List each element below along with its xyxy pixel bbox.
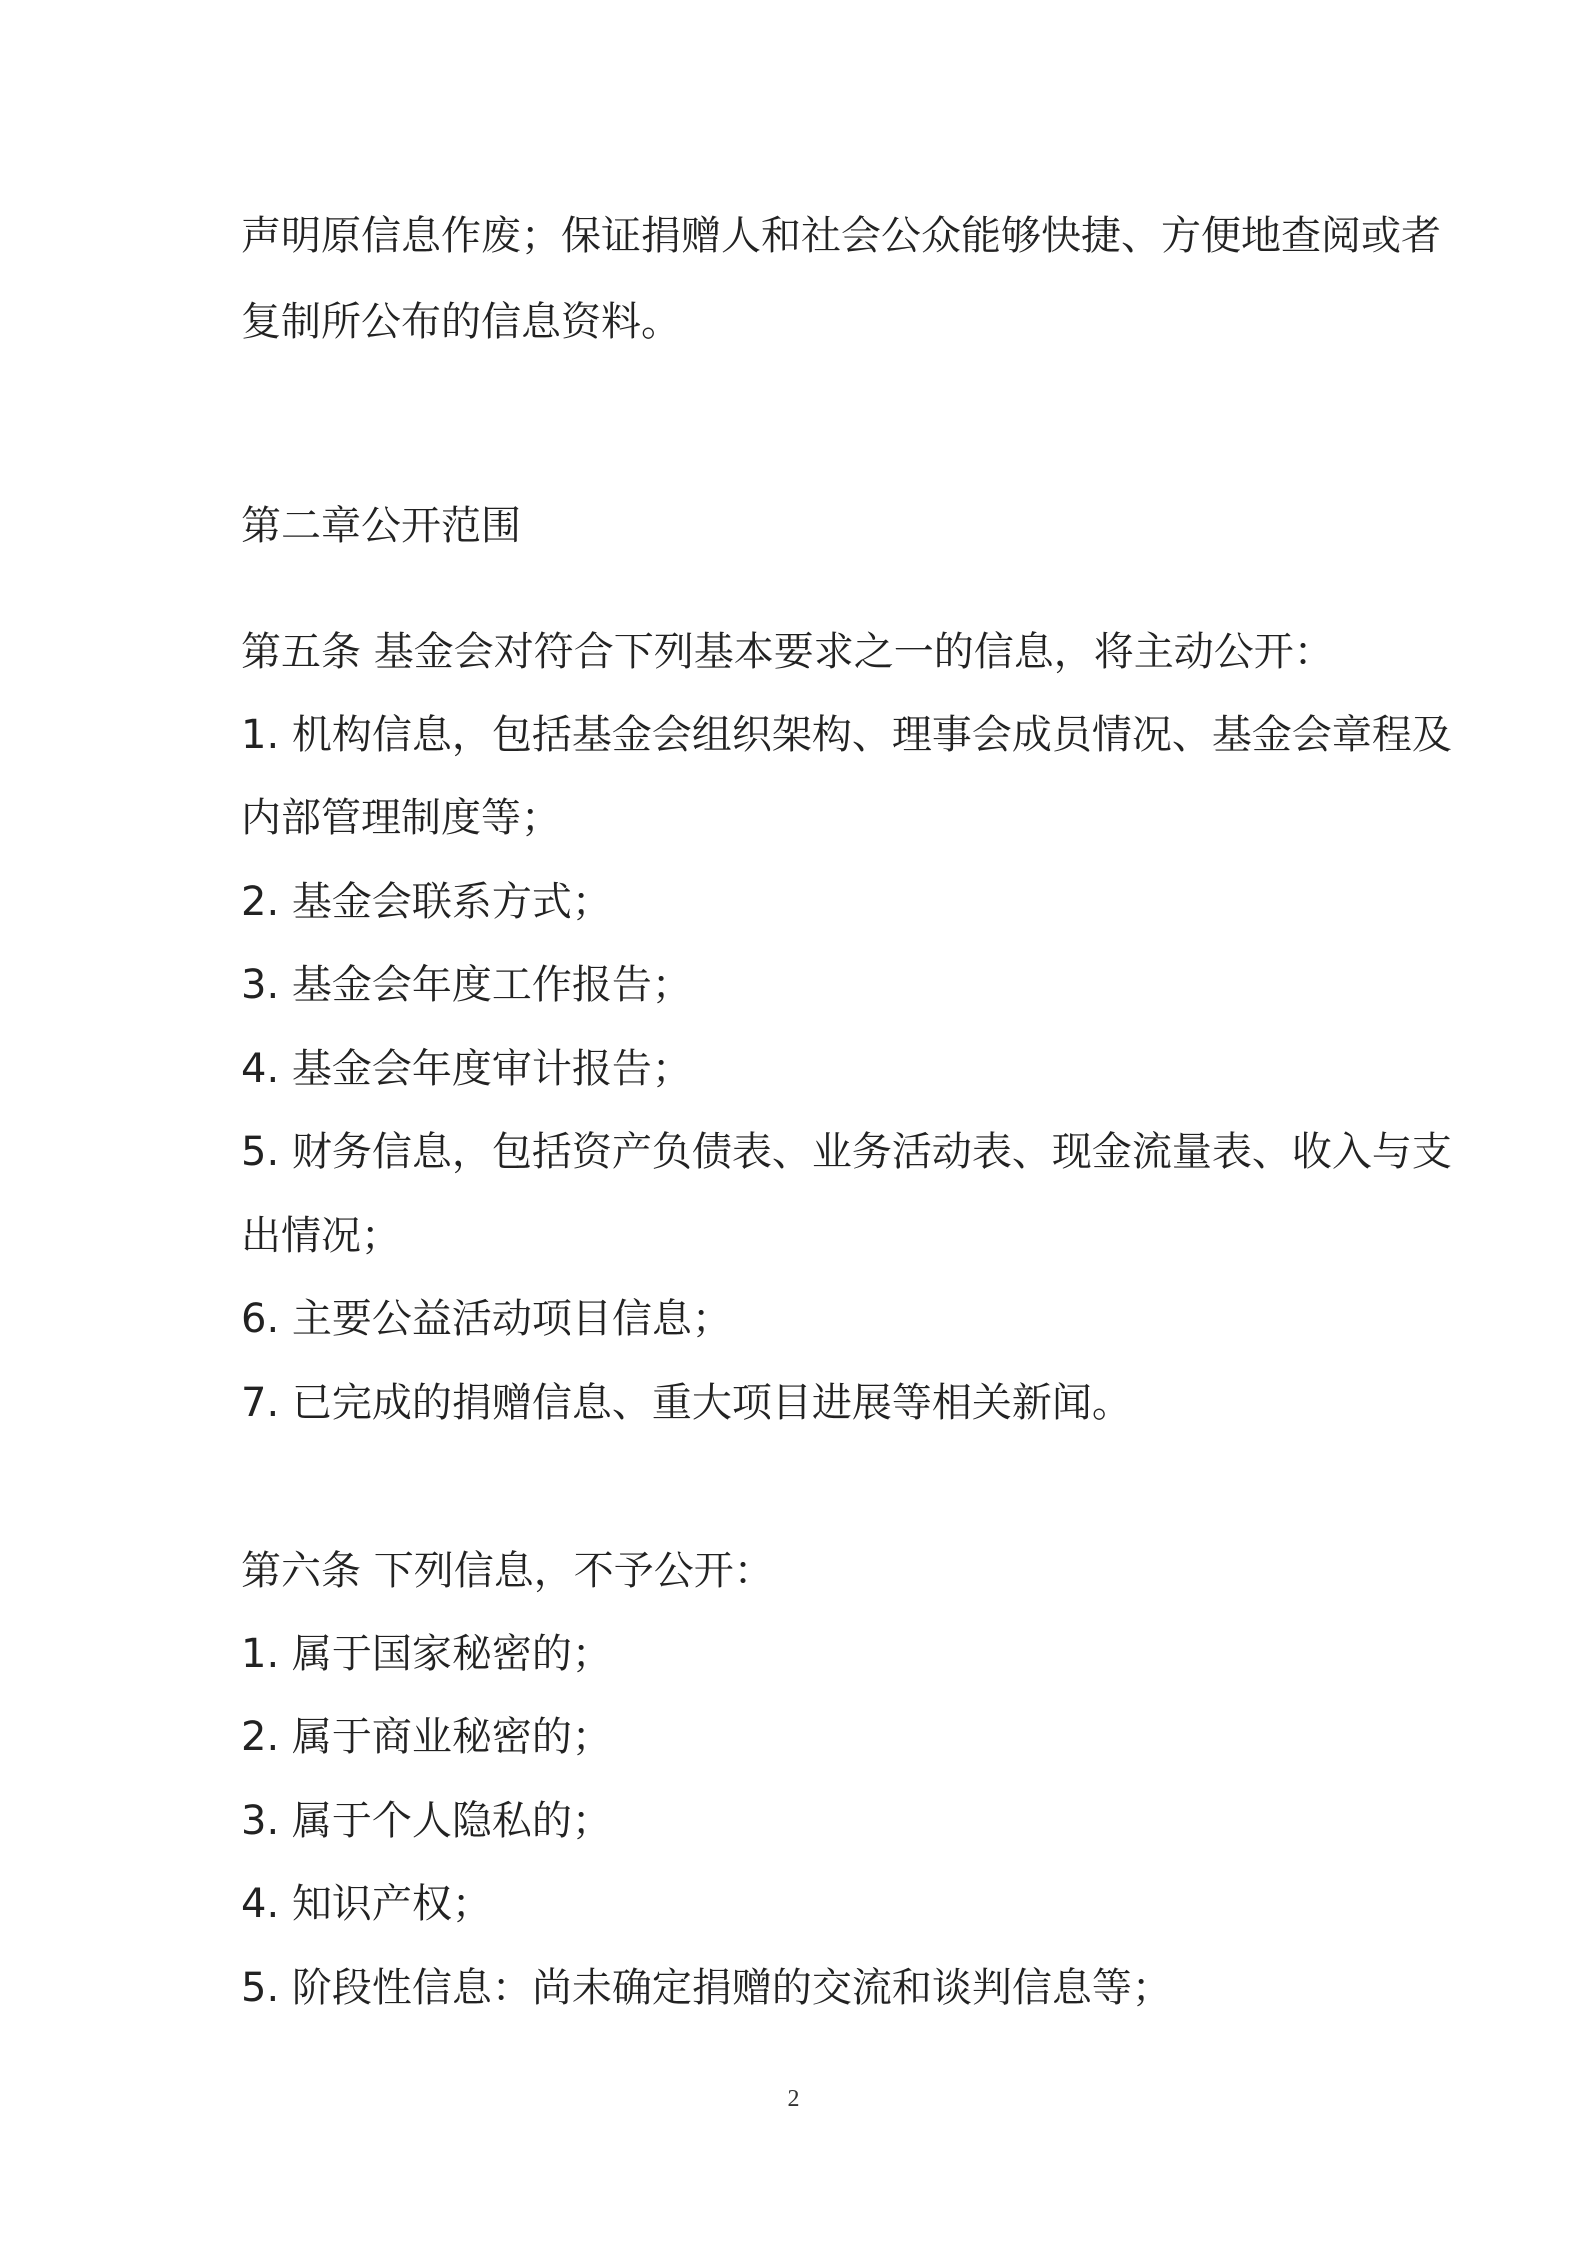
list-item: 内部管理制度等； <box>241 795 561 841</box>
list-item: 2. 属于商业秘密的； <box>241 1714 612 1760</box>
list-item: 4. 基金会年度审计报告； <box>241 1046 692 1092</box>
list-item: 3. 属于个人隐私的； <box>241 1798 612 1844</box>
chapter-heading: 第二章公开范围 <box>241 503 521 549</box>
list-item: 1. 属于国家秘密的； <box>241 1631 612 1677</box>
list-item: 5. 阶段性信息：尚未确定捐赠的交流和谈判信息等； <box>241 1965 1172 2011</box>
article-heading: 第六条 下列信息，不予公开： <box>241 1548 774 1594</box>
list-item: 6. 主要公益活动项目信息； <box>241 1296 732 1342</box>
article-heading: 第五条 基金会对符合下列基本要求之一的信息，将主动公开： <box>241 629 1334 675</box>
page-number: 2 <box>787 2086 800 2112</box>
list-item: 2. 基金会联系方式； <box>241 879 612 925</box>
list-item: 4. 知识产权； <box>241 1881 492 1927</box>
paragraph-line: 声明原信息作废；保证捐赠人和社会公众能够快捷、方便地查阅或者 <box>241 213 1441 259</box>
list-item: 3. 基金会年度工作报告； <box>241 962 692 1008</box>
list-item: 5. 财务信息，包括资产负债表、业务活动表、现金流量表、收入与支 <box>241 1129 1452 1175</box>
list-item: 7. 已完成的捐赠信息、重大项目进展等相关新闻。 <box>241 1380 1132 1426</box>
list-item: 出情况； <box>241 1213 401 1259</box>
paragraph-line: 复制所公布的信息资料。 <box>241 299 681 345</box>
list-item: 1. 机构信息，包括基金会组织架构、理事会成员情况、基金会章程及 <box>241 712 1452 758</box>
